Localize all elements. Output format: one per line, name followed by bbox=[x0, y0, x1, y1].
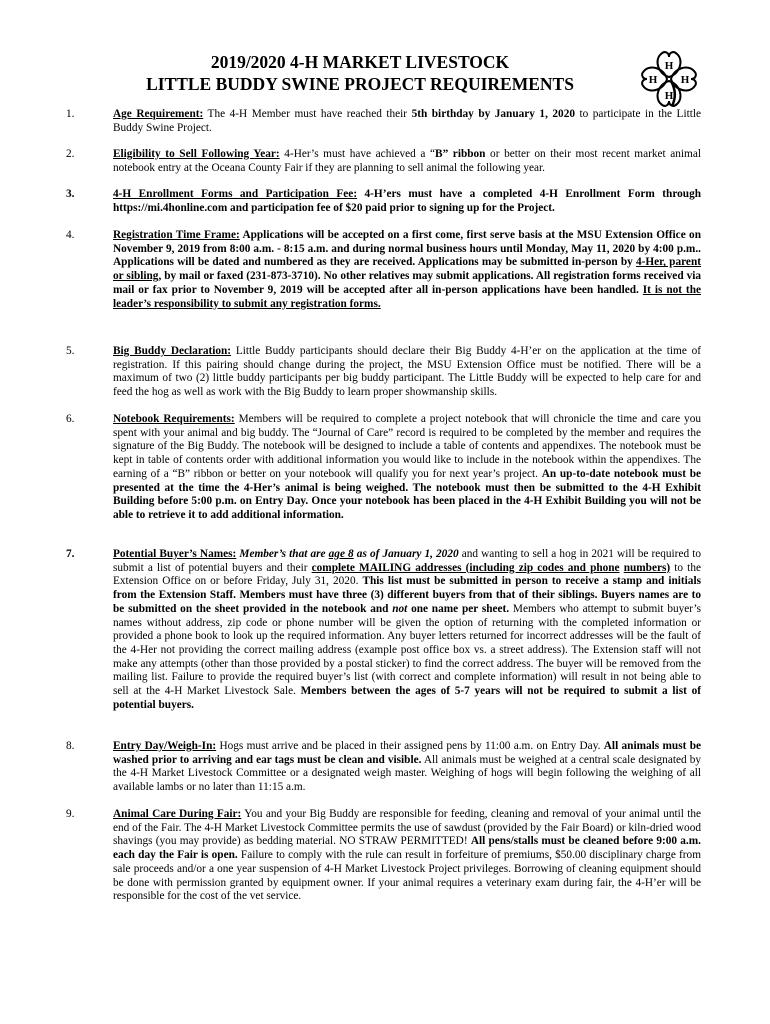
logo-letter-right: H bbox=[680, 74, 690, 86]
logo-letter-top: H bbox=[664, 60, 674, 72]
item-text: Notebook Requirements: Members will be required to complete a project notebook that will chronicle the time and care you spent with your animal and big buddy. The “Journal of Care” record is required to be completed by the member and requires the signature of the Big Buddy. The notebook will be designed to include a table of contents and appendixes. The notebook must be kept in table of contents order with additional information you would like to include in the notebook within the appendixes. The earning of a “B” ribbon or better on your notebook will qualify you for next year’s project. An up-to-date notebook must be presented at the time the 4-Her’s animal is being weighed. The notebook must then be submitted to the 4-H Exhibit Building before 5:00 p.m. on Entry Day. Once your notebook has been placed in the 4-H Exhibit Building you will not be able to retrieve it to add additional information. bbox=[113, 413, 701, 521]
item-text: Registration Time Frame: Applications will be accepted on a first come, first serve basis at the MSU Extension Office on November 9, 2019 from 8:00 a.m. - 8:15 a.m. and during normal business hours until Monday, May 11, 2020 by 4:00 p.m.. Applications will be dated and numbered as they are received. Applications may be submitted in-person by 4-Her, parent or sibling, by mail or faxed (231-873-3710). No other relatives may submit applications. All registration forms received via mail or fax prior to November 9, 2019 will be accepted after all in-person applications have been handled. It is not the leader’s responsibility to submit any registration forms. bbox=[113, 229, 702, 310]
item-number: 2. bbox=[66, 148, 75, 160]
item-number: 8. bbox=[66, 740, 75, 752]
item-text: Potential Buyer’s Names: Member’s that are age 8 as of January 1, 2020 and wanting to sell a hog in 2021 will be required to submit a list of potential buyers and their complete MAILING addresses (including zip codes and phone numbers) to the Extension Office on or before Friday, July 31, 2020. This list must be submitted in person to receive a stamp and initials from the Extension Staff. Members must have three (3) different buyers from that of their siblings. Buyers names are to be submitted on the sheet provided in the notebook and not one name per sheet. Members who attempt to submit buyer’s names without address, zip code or phone number will be given the option of returning with the completed information or provided a phone book to look up the required information. Any buyer letters returned for incorrect addresses will be the fault of the 4-Her not providing the correct mailing address (example post office box vs. a street address). The Extension staff will not make any attempts (other than those provided by a postal sticker) to find the correct address. The buyer will be removed from the mailing list. Failure to provide the required buyer’s list (with correct and complete information) will result in not being able to sell at the 4-H Market Livestock Sale. Members between the ages of 5-7 years will not be required to submit a list of potential buyers. bbox=[113, 548, 702, 711]
item-label: Big Buddy Declaration: bbox=[113, 345, 232, 357]
item-label: Age Requirement: bbox=[113, 108, 204, 120]
item-text: Big Buddy Declaration: Little Buddy participants should declare their Big Buddy 4-H’er on the application at the time of registration. If this pairing should change during the project, the MSU Extension Office must be notified. There will be a maximum of two (2) little buddy participants per big buddy participant. The Little Buddy will be expected to help care for and feed the hog as well as work with the Big Buddy to learn proper showmanship skills. bbox=[113, 345, 701, 399]
item-label: Notebook Requirements: bbox=[113, 413, 235, 425]
item-label: Potential Buyer’s Names: bbox=[113, 548, 237, 560]
item-label: Eligibility to Sell Following Year: bbox=[113, 148, 280, 160]
item-text: Entry Day/Weigh-In: Hogs must arrive and be placed in their assigned pens by 11:00 a.m. on Entry Day. All animals must be washed prior to arriving and ear tags must be clean and visible. All animals must be weighed at a central scale designated by the 4-H Market Livestock Committee or a designated weigh master. Weighing of hogs will begin following the weighing of all available lambs or no later than 11:15 a.m. bbox=[113, 740, 701, 794]
item-number: 7. bbox=[66, 548, 75, 560]
item-number: 5. bbox=[66, 345, 75, 357]
item-label: Entry Day/Weigh-In: bbox=[113, 740, 217, 752]
logo-letter-left: H bbox=[648, 74, 658, 86]
item-number: 1. bbox=[66, 108, 75, 120]
item-text: Age Requirement: The 4-H Member must have reached their 5th birthday by January 1, 2020 to participate in the Little Buddy Swine Project. bbox=[113, 108, 702, 134]
item-number: 6. bbox=[66, 413, 75, 425]
four-h-clover-logo bbox=[636, 46, 702, 112]
title-line-2: LITTLE BUDDY SWINE PROJECT REQUIREMENTS bbox=[146, 74, 574, 94]
item-label: Registration Time Frame: bbox=[113, 229, 240, 241]
item-label: 4-H Enrollment Forms and Participation Fee: bbox=[113, 188, 358, 200]
item-number: 4. bbox=[66, 229, 75, 241]
logo-letter-bottom: H bbox=[664, 90, 674, 102]
item-number: 9. bbox=[66, 808, 75, 820]
title-line-1: 2019/2020 4-H MARKET LIVESTOCK bbox=[210, 52, 510, 72]
item-number: 3. bbox=[66, 188, 75, 200]
document-title bbox=[60, 51, 660, 95]
item-label: Animal Care During Fair: bbox=[113, 808, 242, 820]
item-text: 4-H Enrollment Forms and Participation Fee: 4-H’ers must have a completed 4-H Enrollment Form through https://mi.4honline.com and participation fee of $20 paid prior to signing up for the Project. bbox=[113, 188, 701, 214]
item-text: Animal Care During Fair: You and your Big Buddy are responsible for feeding, cleaning and removal of your animal until the end of the Fair. The 4-H Market Livestock Committee permits the use of sawdust (provided by the Fair Board) or kiln-dried wood shavings (you may provide) as bedding material. NO STRAW PERMITTED! All pens/stalls must be cleaned before 9:00 a.m. each day the Fair is open. Failure to comply with the rule can result in forfeiture of premiums, $50.00 disciplinary charge from sale proceeds and/or a one year suspension of 4-H Market Livestock Project privileges. Borrowing of cleaning equipment should be done with permission granted by equipment owner. If your animal requires a veterinary exam during fair, the 4-H’er will be responsible for the cost of the vet service. bbox=[113, 808, 701, 903]
item-text: Eligibility to Sell Following Year: 4-Her’s must have achieved a “B” ribbon or better on their most recent market animal notebook entry at the Oceana County Fair if they are planning to sell animal the following year. bbox=[113, 148, 701, 174]
